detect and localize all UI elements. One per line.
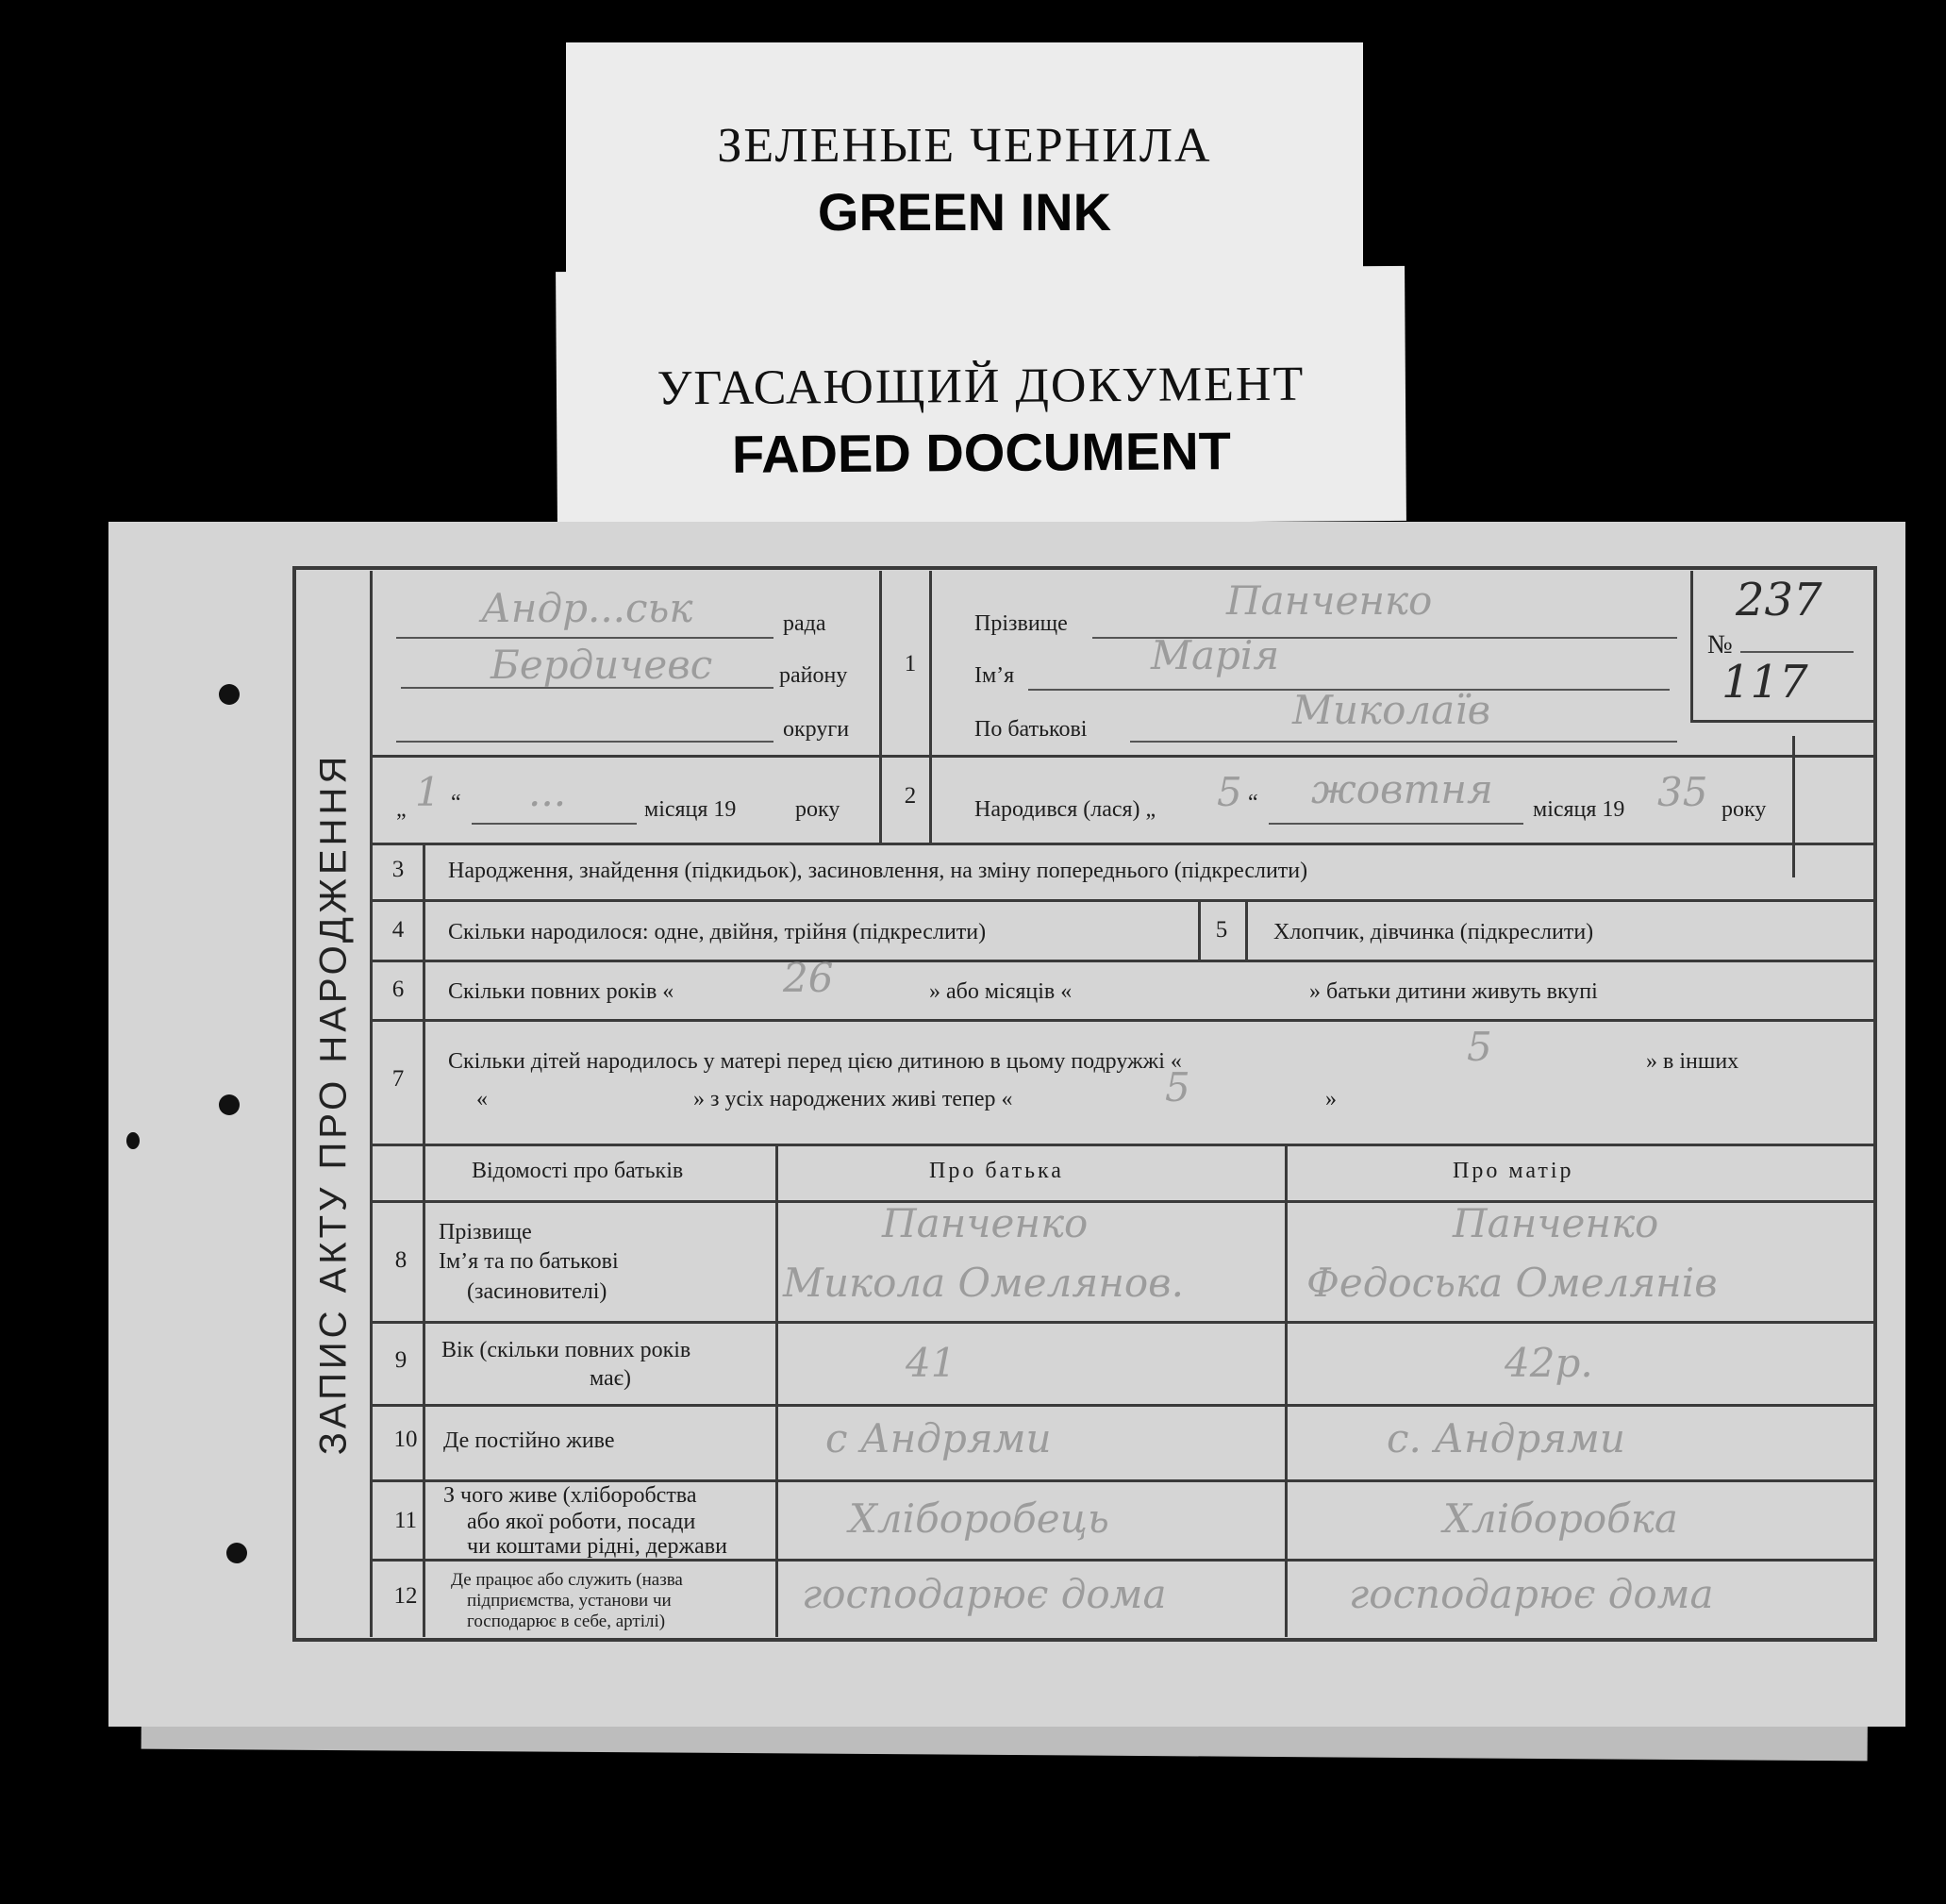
born-label: Народився (лася) „ (974, 797, 1156, 822)
date-open-quote: „ (396, 797, 407, 822)
row6-text-b: » або місяців « (929, 979, 1073, 1004)
handwritten-date-day: 1 (415, 769, 441, 815)
grid-line (373, 843, 1877, 845)
record-number-label: № (1707, 630, 1733, 660)
row-number: 5 (1215, 917, 1228, 943)
row6-text-a: Скільки повних років « (448, 979, 674, 1004)
handwritten-surname: Панченко (1226, 577, 1433, 624)
row7-line1-b: » в інших (1646, 1049, 1739, 1074)
grid-line (775, 1144, 778, 1637)
patronymic-line (1130, 741, 1677, 743)
handwritten-rada: Андр...ськ (481, 585, 693, 631)
punch-hole (219, 684, 240, 705)
row8-line2: Ім’я та по батькові (439, 1249, 619, 1274)
row11-line3: чи коштами рідні, держави (467, 1534, 727, 1559)
row-number: 9 (394, 1347, 407, 1373)
handwritten-patronymic: Миколаїв (1292, 687, 1491, 733)
date-month-line (472, 823, 637, 825)
date-year-label: року (795, 797, 840, 822)
grid-line (373, 755, 1877, 758)
rayon-label: району (779, 663, 848, 688)
handwritten-born-day: 5 (1217, 769, 1242, 815)
green-ink-label-en: GREEN INK (817, 182, 1112, 242)
handwritten-born-month: жовтня (1311, 766, 1493, 812)
handwritten-children-alive: 5 (1165, 1064, 1190, 1111)
faded-document-label-en: FADED DOCUMENT (731, 421, 1232, 484)
handwritten-record-number-secondary: 117 (1721, 656, 1808, 709)
row6-text-c: » батьки дитини живуть вкупі (1309, 979, 1598, 1004)
row8-line3: (засиновителі) (467, 1279, 607, 1304)
table-header-father: Про батька (929, 1159, 1064, 1183)
handwritten-mother-occupation: Хліборобка (1443, 1495, 1678, 1542)
row-number: 1 (904, 651, 917, 676)
row11-line2: або якої роботи, посади (467, 1510, 696, 1534)
grid-line (373, 899, 1877, 902)
row4-text: Скільки народилося: одне, двійня, трійня (підкреслити) (448, 920, 987, 944)
date-close-quote: “ (451, 791, 461, 815)
row12-line1: Де працює або служить (назва (451, 1570, 683, 1590)
grid-line (373, 1404, 1877, 1407)
handwritten-mother-age: 42р. (1505, 1340, 1593, 1386)
row-number: 8 (394, 1247, 407, 1273)
born-month-line (1269, 823, 1523, 825)
grid-line (879, 571, 882, 843)
row11-line1: З чого живе (хліборобства (443, 1483, 697, 1508)
row8-line1: Прізвище (439, 1220, 532, 1244)
handwritten-father-surname: Панченко (882, 1200, 1089, 1246)
row-number: 6 (391, 977, 405, 1002)
handwritten-record-number: 237 (1736, 574, 1822, 626)
handwritten-father-work: господарює дома (802, 1571, 1167, 1617)
born-month-label: місяця 19 (1533, 797, 1625, 822)
handwritten-father-name: Микола Омелянов. (783, 1260, 1184, 1306)
grid-line (1285, 1144, 1288, 1637)
row10-text: Де постійно живе (443, 1428, 615, 1453)
grid-line (1792, 736, 1795, 877)
row-number: 7 (391, 1066, 405, 1092)
okruhy-label: округи (783, 717, 850, 742)
handwritten-mother-residence: с. Андрями (1387, 1415, 1625, 1461)
row-number: 3 (391, 857, 405, 882)
row7-line2-c: » (1325, 1087, 1337, 1111)
name-label: Ім’я (974, 663, 1015, 688)
rada-line (396, 637, 773, 639)
row3-text: Народження, знайдення (підкидьок), засиновлення, на зміну попереднього (підкреслити) (448, 859, 1308, 883)
form-side-title: ЗАПИС АКТУ ПРО НАРОДЖЕННЯ (312, 752, 354, 1456)
table-header-mother: Про матір (1453, 1159, 1574, 1183)
faded-document-label-ru: УГАСАЮЩИЙ ДОКУМЕНТ (657, 357, 1306, 416)
row12-line2: підприємства, установи чи (467, 1591, 672, 1611)
handwritten-father-occupation: Хліборобець (849, 1495, 1109, 1542)
handwritten-name: Марія (1151, 632, 1280, 678)
okruhy-line (396, 741, 773, 743)
handwritten-father-age: 41 (906, 1340, 956, 1386)
date-month-label: місяця 19 (644, 797, 737, 822)
grid-line (1198, 899, 1201, 960)
row9-line2: має) (590, 1366, 631, 1391)
row-number: 11 (393, 1508, 418, 1533)
born-close-quote: “ (1248, 791, 1258, 815)
row7-line2-b: » з усіх народжених живі тепер « (693, 1087, 1013, 1111)
table-header-parents: Відомості про батьків (472, 1159, 684, 1183)
grid-line (373, 960, 1877, 962)
row-number: 4 (391, 917, 405, 943)
grid-line (373, 1019, 1877, 1022)
punch-hole (126, 1132, 140, 1149)
row7-line2-a: « (476, 1087, 488, 1111)
record-number-line (1740, 651, 1854, 653)
green-ink-label (566, 42, 1363, 274)
born-year-label: року (1721, 797, 1767, 822)
row-number: 12 (393, 1583, 418, 1609)
faded-document-label (556, 266, 1406, 526)
row12-line3: господарює в себе, артілі) (467, 1612, 666, 1631)
grid-line (1690, 720, 1877, 723)
handwritten-father-residence: с Андрями (825, 1415, 1052, 1461)
rada-label: рада (783, 611, 826, 636)
handwritten-years-together: 26 (783, 955, 834, 1001)
row5-text: Хлопчик, дівчинка (підкреслити) (1273, 920, 1594, 944)
row7-line1-a: Скільки дітей народилось у матері перед цією дитиною в цьому подружжі « (448, 1049, 1182, 1074)
grid-line (1245, 899, 1248, 960)
row-number: 2 (904, 783, 917, 809)
punch-hole (226, 1543, 247, 1563)
grid-line (373, 1479, 1877, 1482)
handwritten-mother-name: Федоська Омелянів (1306, 1260, 1718, 1306)
side-title-cell (297, 571, 373, 1637)
surname-label: Прізвище (974, 611, 1068, 636)
patronymic-label: По батькові (974, 717, 1088, 742)
handwritten-rayon: Бердичевс (491, 642, 713, 688)
handwritten-born-year: 35 (1657, 769, 1708, 815)
grid-line (373, 1144, 1877, 1146)
grid-line (1690, 571, 1693, 722)
grid-line (929, 571, 932, 843)
row9-line1: Вік (скільки повних років (441, 1338, 691, 1362)
handwritten-date-month: ... (528, 769, 567, 815)
handwritten-mother-surname: Панченко (1453, 1200, 1659, 1246)
handwritten-children-before: 5 (1467, 1024, 1492, 1070)
row-number: 10 (393, 1427, 418, 1452)
punch-hole (219, 1094, 240, 1115)
green-ink-label-ru: ЗЕЛЕНЫЕ ЧЕРНИЛА (717, 119, 1212, 173)
handwritten-mother-work: господарює дома (1349, 1571, 1714, 1617)
grid-line (373, 1321, 1877, 1324)
